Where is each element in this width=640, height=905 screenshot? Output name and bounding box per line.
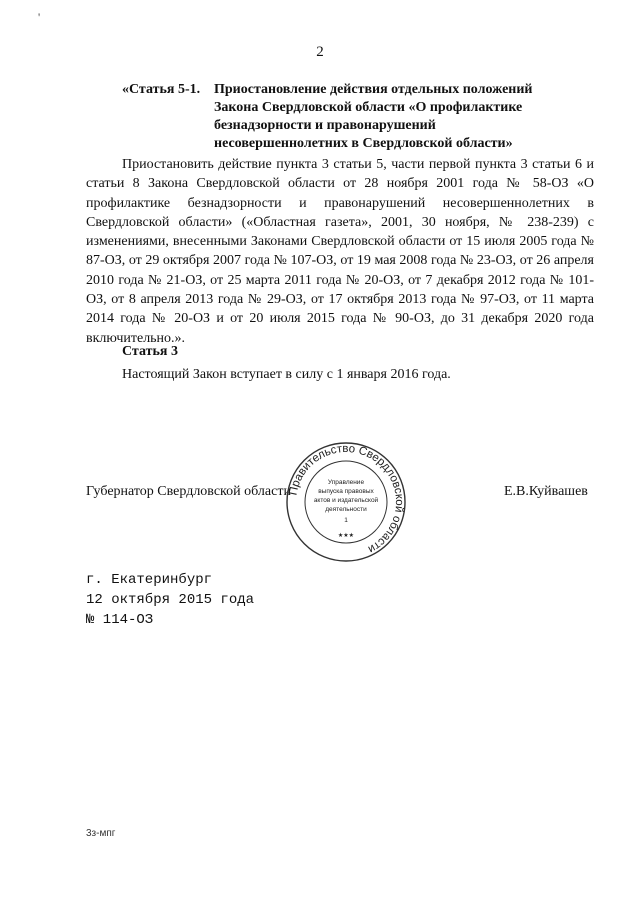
heading-line: безнадзорности и правонарушений [214, 118, 436, 133]
seal-inner-line: выпуска правовых [318, 488, 374, 495]
heading-line: Закона Свердловской области «О профилактике [214, 100, 523, 115]
governor-name: Е.В.Куйвашев [504, 484, 588, 499]
article-3-title: Статья 3 [122, 344, 178, 359]
seal-outer-text: Правительство Свердловской области [287, 442, 406, 556]
seal-inner-line: актов и издательской [313, 497, 379, 504]
governor-title: Губернатор Свердловской области [86, 484, 291, 499]
official-seal [284, 440, 408, 564]
corner-mark: ' [38, 10, 41, 24]
heading-line: Приостановление действия отдельных положений [214, 82, 533, 97]
article-3-text: Настоящий Закон вступает в силу с 1 января 2016 года. [122, 367, 451, 382]
place-of-signing: г. Екатеринбург [86, 572, 213, 588]
article-prefix: «Статья 5-1. [122, 82, 201, 97]
body-paragraph: Приостановить действие пункта 3 статьи 5, части первой пункта 3 статьи 6 и статьи 8 Закона Свердловской области от 28 ноября 2001 года № 58-ОЗ «О профилактике безнадзорности и правонарушений несовершеннолетних в Свердловской области» («Областная газета», 2001, 30 ноября, № 238-239) с изменениями, внесенными Законами Свердловской области от 15 июля 2005 года № 87-ОЗ, от 29 октября 2007 года № 107-ОЗ, от 19 мая 2008 года № 23-ОЗ, от 26 апреля 2010 года № 21-ОЗ, от 25 марта 2011 года № 20-ОЗ, от 7 декабря 2012 года № 101-ОЗ, от 8 апреля 2013 года № 29-ОЗ, от 17 октября 2013 года № 97-ОЗ, от 11 марта 2014 года № 20-ОЗ и от 20 июля 2015 года № 90-ОЗ, до 31 декабря 2020 года включительно.». [86, 157, 594, 346]
heading-line: несовершеннолетних в Свердловской области» [214, 136, 513, 151]
seal-inner-line: деятельности [325, 506, 367, 513]
seal-stars: ★★★ [337, 533, 355, 539]
signing-date: 12 октября 2015 года [86, 592, 255, 608]
seal-inner-line: 1 [344, 517, 348, 524]
seal-inner-line: Управление [327, 479, 365, 486]
article-heading [214, 81, 594, 153]
law-number: № 114-ОЗ [86, 612, 154, 628]
page-number: 2 [316, 44, 324, 60]
footer-code: 3з-мпг [86, 828, 116, 839]
